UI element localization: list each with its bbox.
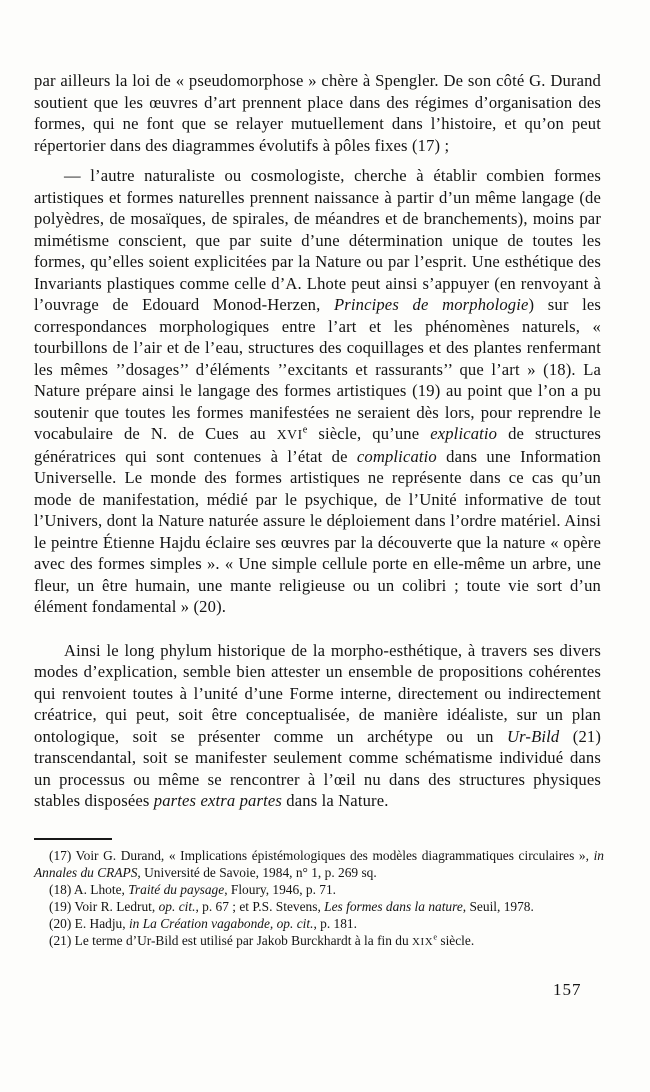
footnote-19: (19) Voir R. Ledrut, op. cit., p. 67 ; et P.S. Stevens, Les formes dans la nature, Seuil, 1978. — [49, 899, 534, 914]
page-number: 157 — [553, 980, 582, 999]
paragraph-naturalist: — l’autre naturaliste ou cosmologiste, cherche à établir combien formes artistiques et formes naturelles prennent naissance à partir d’un même langage (de polyèdres, de mosaïques, de spirales, de méandres et de branchements), moins par mimétisme conscient, que par suite d’une détermination unique de toutes les formes, qu’elles soient explicitées par la Nature ou par l’esprit. Une esthétique des Invariants plastiques comme celle d’A. Lhote peut ainsi s’appuyer (en renvoyant à l’ouvrage de Edouard Monod-Herzen, Principes de morphologie) sur les correspondances morphologiques entre l’art et les phénomènes naturels, « tourbillons de l’air et de l’eau, structures des coquillages et des plantes renfermant les mêmes ’’dosages’’ d’éléments ’’excitants et rassurants’’ que l’art » (18). La Nature prépare ainsi le langage des formes artistiques (19) au point que l’on a pu soutenir que toutes les formes manifestées ne seraient dès lors, pour reprendre le vocabulaire de N. de Cues au XVIe siècle, qu’une explicatio de structures génératrices qui sont contenues à l’état de complicatio dans une Information Universelle. Le monde des formes artistiques ne représente dans ce cas qu’un mode de manifestation, médié par le psychique, de l’Unité informative de tout l’Univers, dont la Nature naturée assure le déploiement dans l’ordre matériel. Ainsi le peintre Étienne Hajdu éclaire ses œuvres par la découverte que la nature « opère avec des formes simples ». « Une simple cellule porte en elle-même un arbre, une fleur, un être humain, une mante religieuse ou un colibri ; toute vie sort d’un élément fondamental » (20). — [34, 166, 601, 616]
paragraph-intro: par ailleurs la loi de « pseudomorphose » chère à Spengler. De son côté G. Durand soutient que les œuvres d’art prennent place dans des régimes d’organisation des formes, qui ne font que se relayer mutuellement dans l’histoire, et qu’on peut répertorier dans des diagrammes évolutifs à pôles fixes (17) ; — [34, 71, 601, 155]
footnote-separator-rule — [34, 838, 112, 840]
body-text — [34, 70, 601, 812]
footnote-20: (20) E. Hadju, in La Création vagabonde, op. cit., p. 181. — [49, 916, 357, 931]
footnotes-section — [34, 838, 604, 951]
paragraph-conclusion: Ainsi le long phylum historique de la morpho-esthétique, à travers ses divers modes d’explication, semble bien attester un ensemble de propositions cohérentes qui renvoient toutes à l’unité d’une Forme interne, directement ou indirectement créatrice, qui peut, soit être conceptualisée, de manière idéaliste, sur un plan ontologique, soit se présenter comme un archétype ou un Ur-Bild (21) transcendantal, soit se manifester seulement comme schématisme individué dans un processus ou même se rencontrer à l’œil nu dans des structures physiques stables disposées partes extra partes dans la Nature. — [34, 640, 602, 810]
footnote-21: (21) Le terme d’Ur-Bild est utilisé par Jakob Burckhardt à la fin du XIXe siècle. — [49, 932, 475, 948]
footnote-18: (18) A. Lhote, Traité du paysage, Floury, 1946, p. 71. — [49, 882, 337, 897]
footnote-17: (17) Voir G. Durand, « Implications épistémologiques des modèles diagrammatiques circulaires », in Annales du CRAPS, Université de Savoie, 1984, n° 1, p. 269 sq. — [34, 848, 604, 880]
